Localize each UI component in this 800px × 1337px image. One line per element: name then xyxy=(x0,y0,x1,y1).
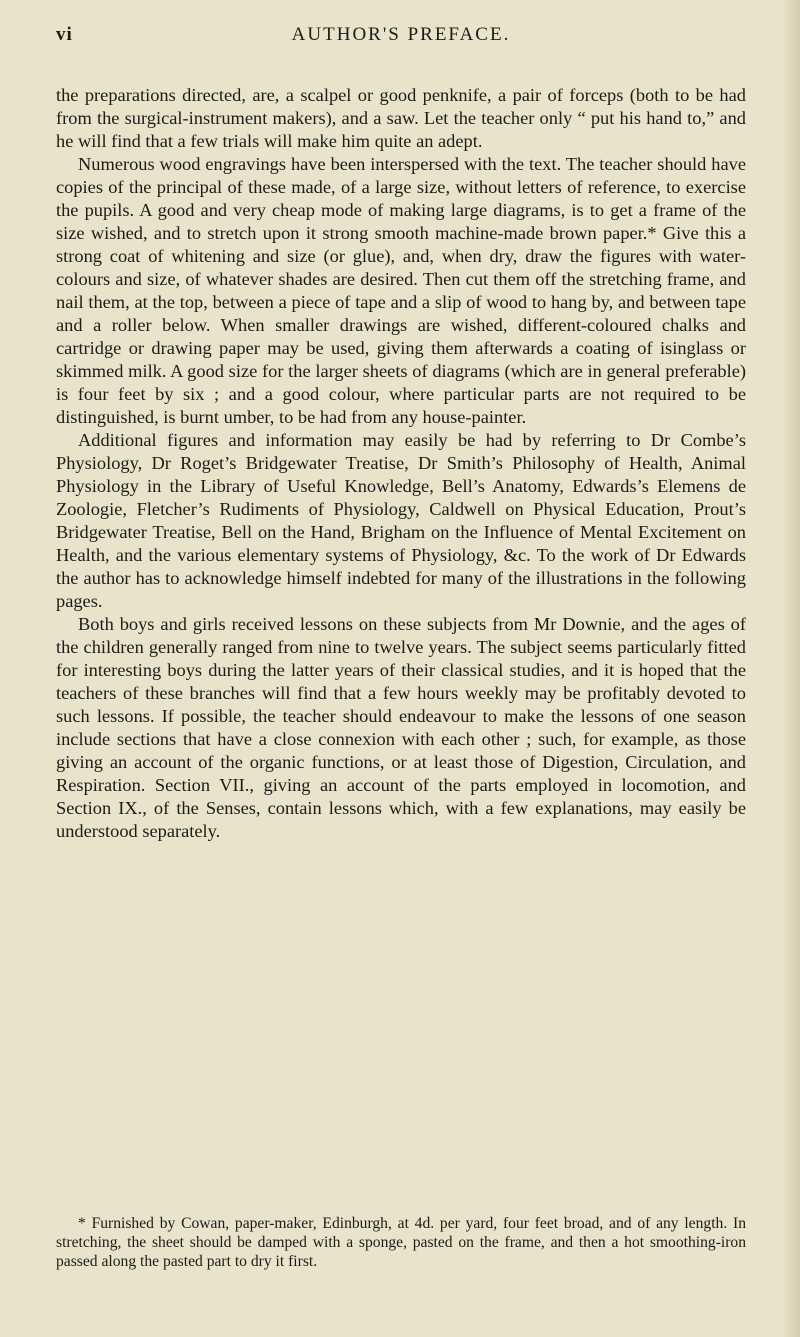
running-head: AUTHOR'S PREFACE. xyxy=(291,24,511,45)
paragraph-1: the preparations directed, are, a scalpel or good penknife, a pair of forceps (both to be had from the surgical-instrument makers), and a saw. Let the teacher only “ put his hand to,” and he will find that a few trials will make him quite an adept. xyxy=(56,85,746,151)
footnote: * Furnished by Cowan, paper-maker, Edinburgh, at 4d. per yard, four feet broad, and of any length. In stretching, the sheet should be damped with a sponge, pasted on the frame, and then a hot smoothing-iron passed along the pasted part to dry it first. xyxy=(56,1215,746,1270)
paragraph-3: Additional figures and information may easily be had by referring to Dr Combe’s Physiology, Dr Roget’s Bridgewater Treatise, Dr Smith’s Philosophy of Health, Animal Physiology in the Library of Useful Knowledge, Bell’s Anatomy, Edwards’s Elemens de Zoologie, Fletcher’s Rudiments of Physiology, Caldwell on Physical Education, Prout’s Bridgewater Treatise, Bell on the Hand, Brigham on the Influence of Mental Excitement on Health, and the various elementary systems of Physiology, &c. To the work of Dr Edwards the author has to acknowledge himself indebted for many of the illustrations in the following pages. xyxy=(56,430,746,611)
page-number: vi xyxy=(56,24,73,45)
page-header xyxy=(56,24,746,54)
body-text xyxy=(56,84,746,843)
paragraph-2: Numerous wood engravings have been interspersed with the text. The teacher should have copies of the principal of these made, of a large size, without letters of reference, to exercise the pupils. A good and very cheap mode of making large diagrams, is to get a frame of the size wished, and to stretch upon it strong smooth machine-made brown paper.* Give this a strong coat of whitening and size (or glue), and, when dry, draw the figures with water-colours and size, of whatever shades are desired. Then cut them off the stretching frame, and nail them, at the top, between a piece of tape and a slip of wood to hang by, and between tape and a roller below. When smaller drawings are wished, different-coloured chalks and cartridge or drawing paper may be used, giving them afterwards a coating of isinglass or skimmed milk. A good size for the larger sheets of diagrams (which are in general preferable) is four feet by six ; and a good colour, where particular parts are not required to be distinguished, is burnt umber, to be had from any house-painter. xyxy=(56,154,746,427)
page-edge-shadow xyxy=(782,0,800,1337)
paragraph-4: Both boys and girls received lessons on these subjects from Mr Downie, and the ages of the children generally ranged from nine to twelve years. The subject seems particularly fitted for interesting boys during the latter years of their classical studies, and it is hoped that the teachers of these branches will find that a few hours weekly may be profitably devoted to such lessons. If possible, the teacher should endeavour to make the lessons of one season include sections that have a close connexion with each other ; such, for example, as those giving an account of the organic functions, or at least those of Digestion, Circulation, and Respiration. Section VII., giving an account of the parts employed in locomotion, and Section IX., of the Senses, contain lessons which, with a few explanations, may easily be understood separately. xyxy=(56,614,746,841)
